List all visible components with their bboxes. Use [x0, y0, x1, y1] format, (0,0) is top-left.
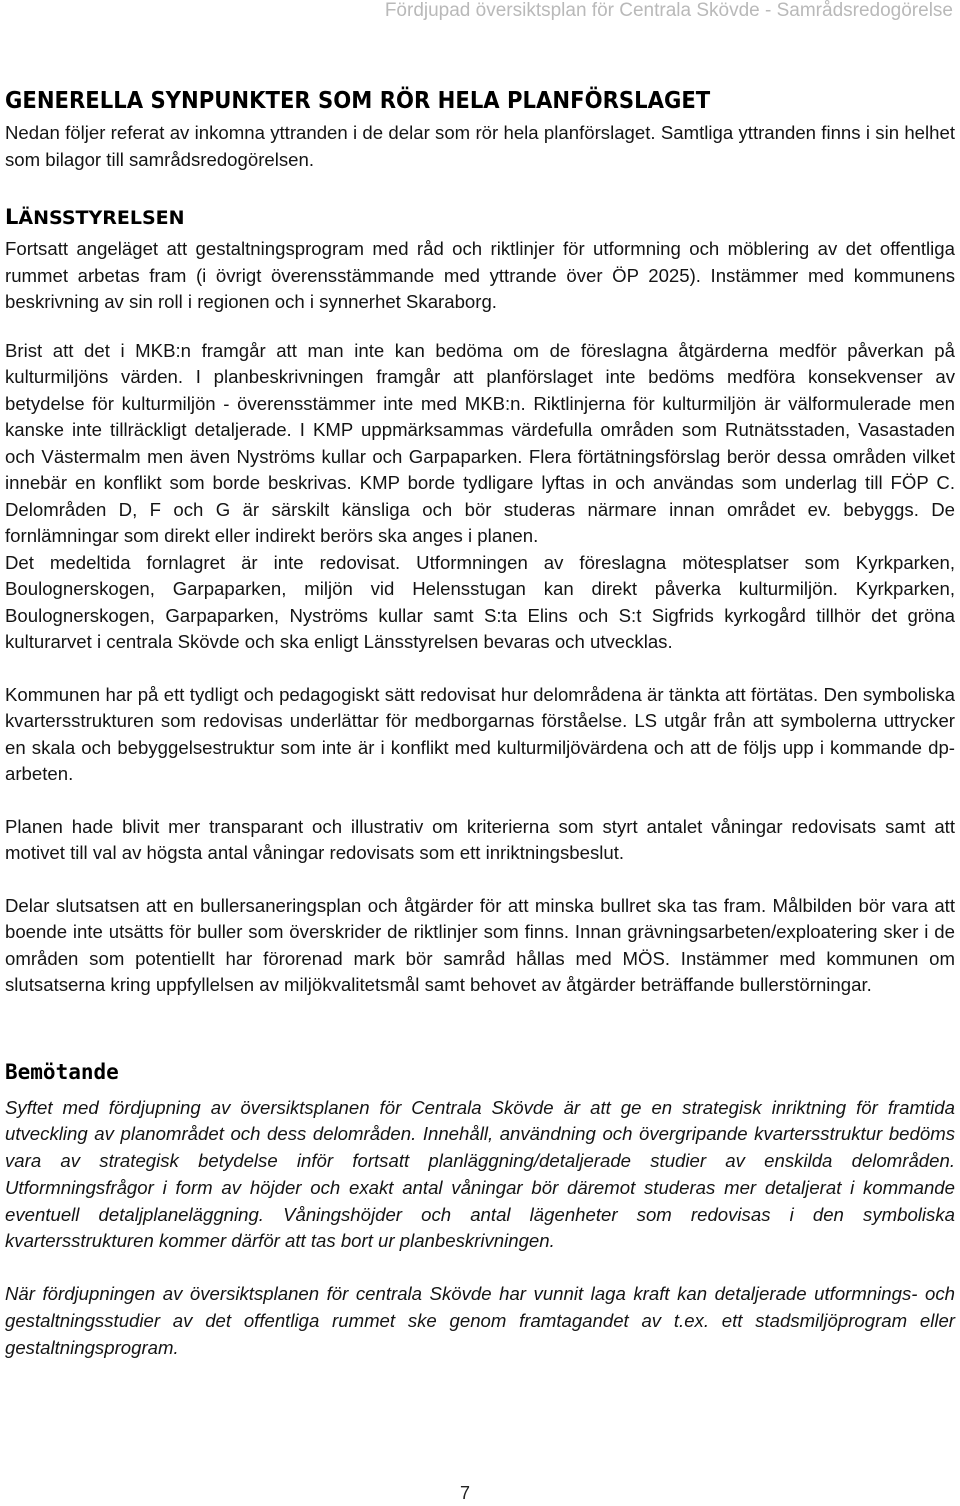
section-intro: Nedan följer referat av inkomna yttranden i de delar som rör hela planförslaget. Samtliga yttranden finns i sin helhet som bilagor till samrådsredogörelsen.	[5, 122, 955, 170]
lansstyrelsen-paragraph-5: Planen hade blivit mer transparant och illustrativ om kriterierna som styrt antalet våningar redovisats samt att motivet till val av högsta antal våningar redovisats som ett inriktningsbeslut.	[5, 815, 955, 863]
lansstyrelsen-paragraph-6: Delar slutsatsen att en bullersaneringsplan och åtgärder för att minska bullret ska tas fram. Målbilden bör vara att boende inte utsätts för buller som överskrider de riktlinjer som finns. Innan grävningsarbeten/exploatering sker i de områden som potentiellt har förorenad mark bör samråd hållas med MÖS. Instämmer med kommunen om slutsatserna kring uppfyllelsen av miljökvalitetsmål samt behovet av åtgärder beträffande bullerstörningar.	[5, 894, 955, 995]
running-header: Fördjupad översiktsplan för Centrala Skövde - Samrådsredogörelse	[384, 0, 953, 21]
lansstyrelsen-heading-rest: ÄNSSTYRELSEN	[18, 207, 185, 229]
bemotande-paragraph-1: Syftet med fördjupning av översiktsplanen för Centrala Skövde är att ge en strategisk inriktning för framtida utveckling av planområdet och dess delområden. Innehåll, användning och övergripande kvartersstruktur bedöms vara av strategisk betydelse inför fortsatt planläggning/detaljerade studier av enskilda delområden. Utformningsfrågor i form av höjder och exakt antal våningar bör däremot studeras mer detaljerat i kommande eventuell detaljplaneläggning. Våningshöjder och antal lägenheter som redovisas i den symboliska kvartersstrukturen kommer därför att tas bort ur planbeskrivningen.	[5, 1096, 955, 1252]
section-title: GENERELLA SYNPUNKTER SOM RÖR HELA PLANFÖRSLAGET	[5, 88, 711, 114]
page-number: 7	[459, 1483, 470, 1503]
bemotande-paragraph-2: När fördjupningen av översiktsplanen för centrala Skövde har vunnit laga kraft kan detaljerade utformnings- och gestaltningsstudier av det offentliga rummet ske genom framtagandet av t.ex. ett stadsmiljöprogram eller gestaltningsprogram.	[5, 1283, 955, 1358]
lansstyrelsen-paragraph-4: Kommunen har på ett tydligt och pedagogiskt sätt redovisat hur delområdena är tänkta att förtätas. Den symboliska kvartersstrukturen som redovisas underlättar för medborgarnas förståelse. LS utgår från att symbolerna uttrycker en skala och bebyggelsestruktur som inte är i konflikt med kulturmiljövärdena och att de följs upp i kommande dp-arbeten.	[5, 683, 955, 784]
lansstyrelsen-heading	[5, 203, 955, 232]
lansstyrelsen-paragraph-3: Det medeltida fornlagret är inte redovisat. Utformningen av föreslagna mötesplatser som Kyrkparken, Boulognerskogen, Garpaparken, miljön vid Helensstugan kan direkt påverka kulturmiljön. Kyrkparken, Boulognerskogen, Garpaparken, Nyströms kullar samt S:ta Elins och S:t Sigfrids kyrkogård tillhör det gröna kulturarvet i centrala Skövde och ska enligt Länsstyrelsen bevaras och utvecklas.	[5, 551, 955, 652]
bemotande-heading: Bemötande	[5, 1059, 119, 1084]
lansstyrelsen-heading-initial: L	[5, 205, 19, 229]
lansstyrelsen-paragraph-1: Fortsatt angeläget att gestaltningsprogram med råd och riktlinjer för utformning och möblering av det offentliga rummet arbetas fram (i övrigt överensstämmande med yttrande över ÖP 2025). Instämmer med kommunens beskrivning av sin roll i regionen och i synnerhet Skaraborg.	[5, 238, 955, 312]
page-content	[5, 84, 955, 1362]
lansstyrelsen-paragraph-2: Brist att det i MKB:n framgår att man inte kan bedöma om de föreslagna åtgärderna medför påverkan på kulturmiljöns värden. I planbeskrivningen framgår att planförslaget inte bedöms medföra konsekvenser av betydelse för kulturmiljön - överensstämmer inte med MKB:n. Riktlinjerna för kulturmiljön är välformulerade men kanske inte tillräckligt detaljerade. I KMP uppmärksammas värdefulla områden som Rutnätsstaden, Vasastaden och Västermalm men även Nyströms kullar och Garpaparken. Flera förtätningsförslag berör dessa områden vilket innebär en konflikt som borde beskrivas. KMP borde tydligare lyftas in och användas som underlag till FÖP C. Delområden D, F och G är särskilt känsliga och bör studeras närmare innan området ev. bebyggs. De fornlämningar som direkt eller indirekt berörs ska anges i planen.	[5, 339, 955, 546]
